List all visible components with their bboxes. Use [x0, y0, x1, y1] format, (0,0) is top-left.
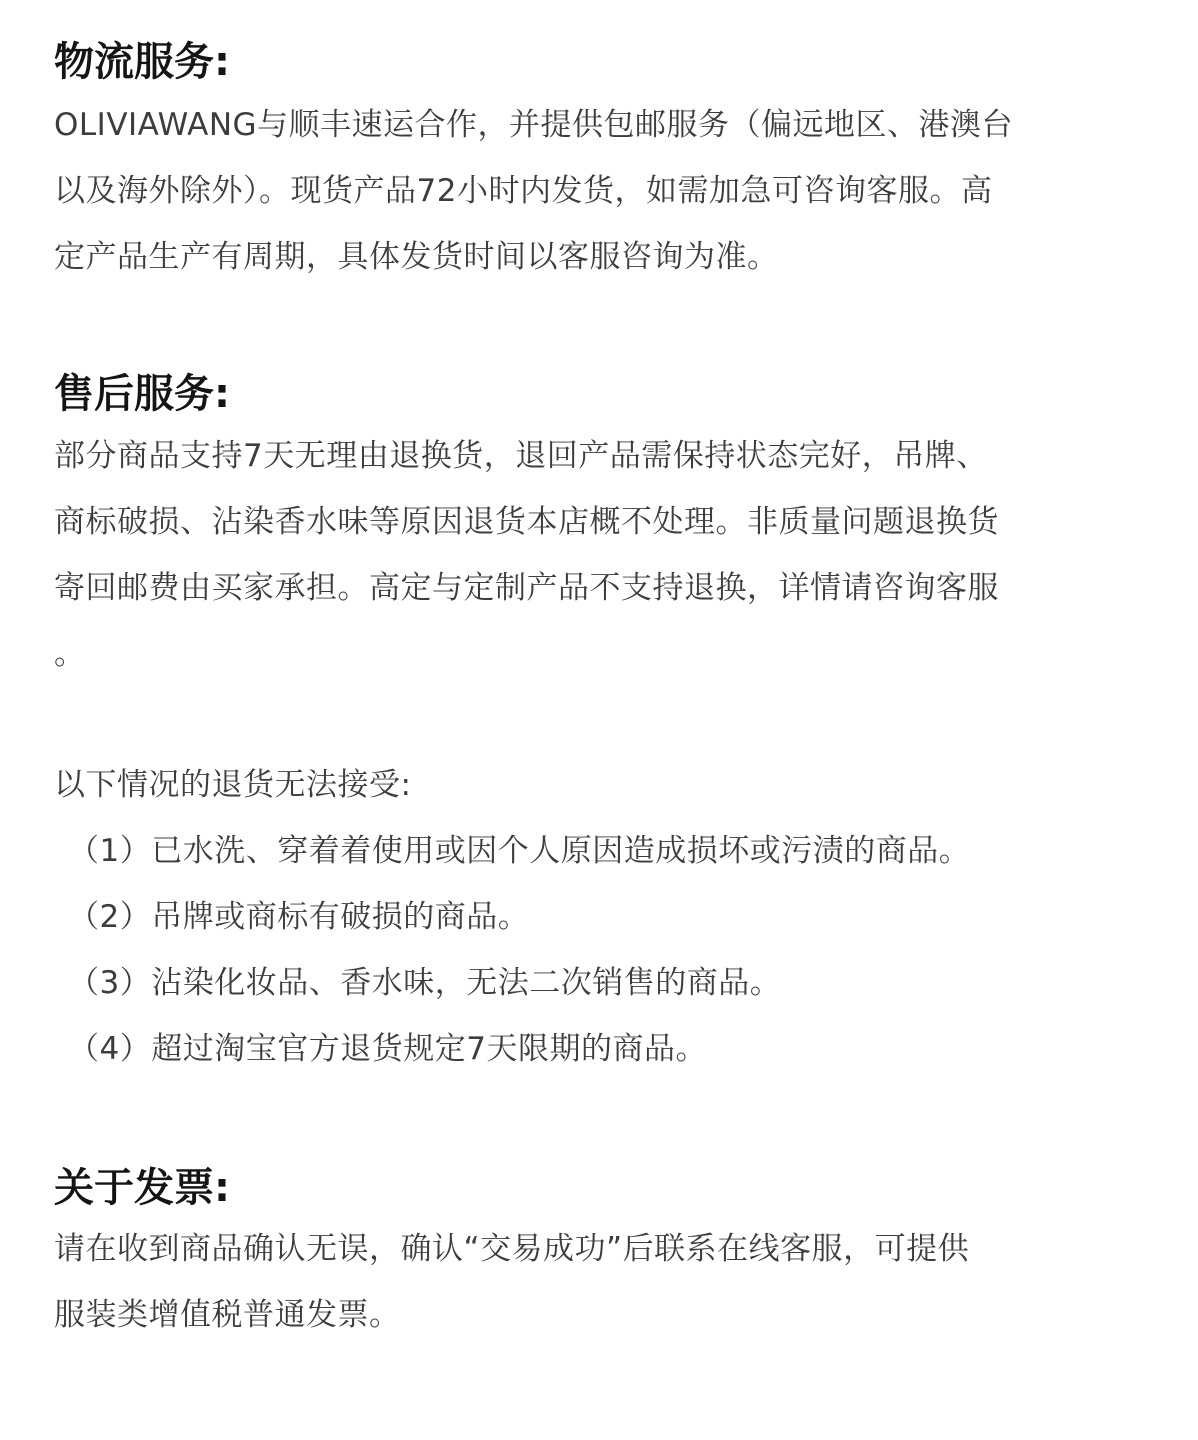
list-item: [54, 950, 1144, 1016]
list-item: [54, 1016, 1144, 1082]
invoice-text: [54, 1216, 1144, 1348]
logistics-line-1: OLIVIAWANG与顺丰速运合作，并提供包邮服务（偏远地区、港澳台: [54, 107, 1014, 143]
list-item: [54, 884, 1144, 950]
list-item: [54, 818, 1144, 884]
invoice-line-2: 服装类增值税普通发票。: [54, 1297, 401, 1333]
after-sales-text: [54, 423, 1144, 687]
list-item-text: 沾染化妆品、香水味，无法二次销售的商品。: [151, 965, 782, 1001]
logistics-line-3: 定产品生产有周期，具体发货时间以客服咨询为准。: [54, 239, 779, 275]
after-sales-line-1: 部分商品支持7天无理由退换货，退回产品需保持状态完好，吊牌、: [54, 438, 988, 474]
after-sales-title: 售后服务:: [54, 371, 230, 417]
logistics-line-2: 以及海外除外）。现货产品72小时内发货，如需加急可咨询客服。高: [54, 173, 993, 209]
logistics-text: [54, 92, 1144, 290]
invoice-title: 关于发票:: [54, 1165, 230, 1211]
exceptions-title-text: 以下情况的退货无法接受:: [54, 767, 412, 803]
after-sales-line-3: 寄回邮费由买家承担。高定与定制产品不支持退换，详情请咨询客服: [54, 570, 999, 606]
exceptions-list: [54, 818, 1144, 1082]
list-item-number: （1）: [68, 833, 152, 869]
list-item-number: （2）: [68, 899, 152, 935]
after-sales-line-4: 。: [54, 636, 86, 672]
list-item-number: （3）: [68, 965, 152, 1001]
after-sales-line-2: 商标破损、沾染香水味等原因退货本店概不处理。非质量问题退换货: [54, 504, 999, 540]
invoice-line-1: 请在收到商品确认无误，确认“交易成功”后联系在线客服，可提供: [54, 1231, 970, 1267]
exceptions-title: [54, 752, 1144, 818]
list-item-number: （4）: [68, 1031, 152, 1067]
logistics-title: 物流服务:: [54, 39, 230, 85]
list-item-text: 超过淘宝官方退货规定7天限期的商品。: [151, 1031, 707, 1067]
list-item-text: 吊牌或商标有破损的商品。: [151, 899, 530, 935]
list-item-text: 已水洗、穿着着使用或因个人原因造成损坏或污渍的商品。: [151, 833, 971, 869]
